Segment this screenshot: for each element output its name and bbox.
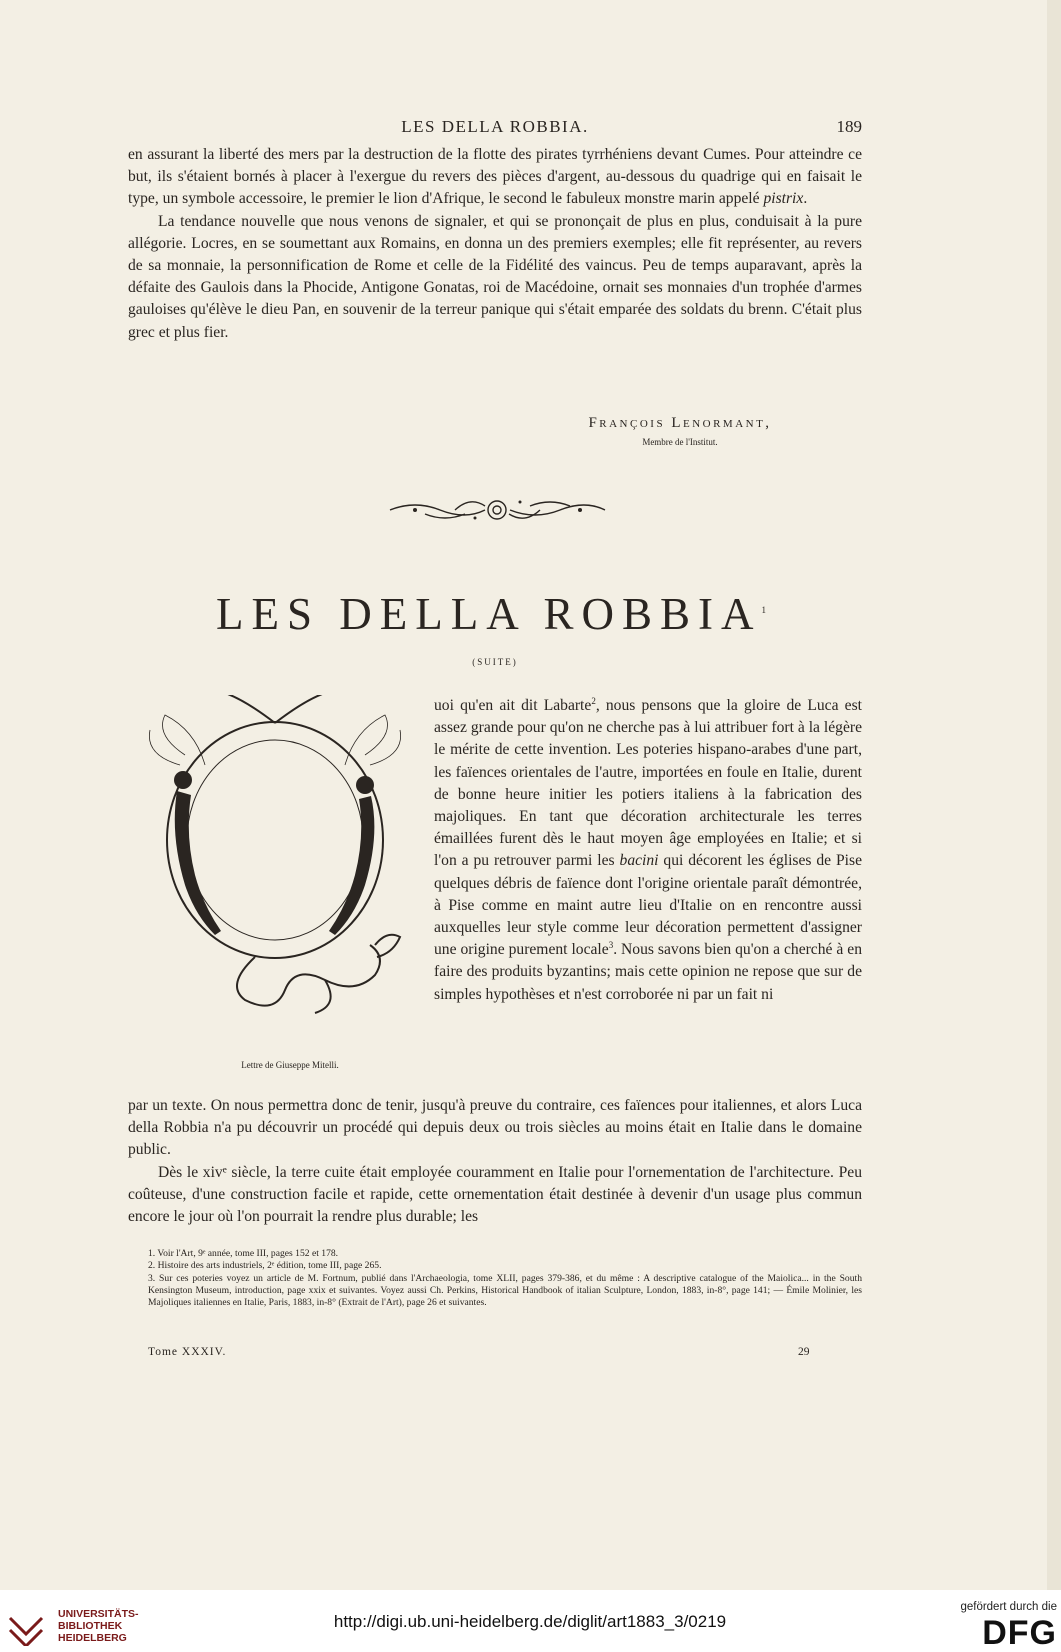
ornament-divider-icon [385,492,610,528]
sheet-number: 29 [798,1346,810,1358]
footnote-ref-2: 2 [591,695,596,706]
paragraph-1-end: . [803,190,808,208]
column-text-a: uoi qu'en ait dit Labarte [434,697,592,714]
illustration-caption: Lettre de Giuseppe Mitelli. [241,1060,339,1070]
column-italic-bacini: bacini [619,852,659,870]
running-head [128,117,862,141]
article-subtitle: (SUITE) [472,657,518,667]
continuation-paragraph: par un texte. On nous permettra donc de tenir, jusqu'à preuve du contraire, ces faïences pour italiennes, et alors Luca della Robbia n'a pu découvrir un procédé qui depuis deux ou trois siècles au moins était en Italie dans le domaine public. [128,1097,862,1159]
author-title: Membre de l'Institut. [642,437,718,447]
column-text-b: , nous pensons que la gloire de Luca est assez grande pour qu'on ne cherche pas à lui attribuer fort à la légère le mérite de cette invention. Les poteries hispano-arabes d'une part, les faïences orientales de l'autre, importées en foule en Italie, durent de bonne heure initier les potiers italiens à la fabrication des majoliques. En tant que décoration architecturale les terres émaillées furent dès le haut moyen âge employées en Italie; et si l'on a pu retrouver parmi les [434,697,862,870]
running-title: LES DELLA ROBBIA. [401,117,589,136]
dfg-logo[interactable]: DFG [982,1614,1057,1652]
page-number: 189 [836,117,862,136]
article-column-text [434,695,862,1006]
column-text-e: . Nous savons bien qu'on a cherché à en faire des produits byzantins; mais cette opinion ne repose que sur de simples hypothèses et n'est corroborée ni par un fait ni [434,941,862,1003]
library-line-1: UNIVERSITÄTS- [58,1608,139,1620]
article-title-text: LES DELLA ROBBIA [215,589,762,639]
paragraph-1-text: en assurant la liberté des mers par la destruction de la flotte des pirates tyrrhéniens devant Cumes. Pour atteindre ce but, ils s'étaient bornés à placer à l'exergue du revers des pièces d'argent, au-dessous du quadrige qui en faisait le type, un symbole accessoire, le premier le lion d'Afrique, le second le fabuleux monstre marin appelé [128,146,862,208]
university-library-name[interactable] [58,1608,139,1644]
library-line-3: HEIDELBERG [58,1632,127,1644]
footnote-2: 2. Histoire des arts industriels, 2ᵉ édition, tome III, page 265. [148,1260,382,1272]
paragraph-2: La tendance nouvelle que nous venons de signaler, et qui se prononçait de plus en plus, conduisait à la pure allégorie. Locres, en se soumettant aux Romains, en donna un des premiers exemples; elle fit représenter, au revers de sa monnaie, la personnification de Rome et celle de la Fidélité des vaincus. Peu de temps auparavant, après la défaite des Gaulois dans la Phocide, Antigone Gonatas, roi de Macédoine, ornait ses monnaies d'un trophée d'armes gauloises qu'élève le dieu Pan, en souvenir de la terreur panique qui s'était emparée des soldats du brenn. C'était plus grec et plus fier. [128,212,862,341]
column-text-d: qui décorent les églises de Pise quelques débris de faïence dont l'origine orientale paraît démontrée, à Pise comme en maint autre lieu d'Italie on en rencontre aussi auxquelles leur style comme leur décoration permettent d'assigner une origine purement locale [434,852,862,959]
footnotes [148,1248,862,1309]
footnote-ref-3: 3 [608,940,614,951]
decorated-initial-q-icon [125,695,425,1045]
last-paragraph: Dès le xivᵉ siècle, la terre cuite était employée couramment en Italie pour l'ornementation de l'architecture. Peu coûteuse, d'une construction facile et rapide, cette ornementation était destinée à devenir d'un usage plus commun encore le jour où l'on pourrait la rendre plus durable; les [128,1163,862,1226]
library-line-2: BIBLIOTHEK [58,1620,123,1632]
page-edge [1047,0,1061,1590]
paragraph-1-italic: pistrix [763,190,804,208]
article-full-width-text [128,1095,862,1228]
footnote-1: 1. Voir l'Art, 9ᵉ année, tome III, pages 152 et 178. [148,1248,339,1259]
article-title [128,588,862,640]
footnote-3: 3. Sur ces poteries voyez un article de M. Fortnum, publié dans l'Archaeologia, tome XLII, pages 379-386, et du même : A descriptive catalogue of the Maiolica... in the South Kensington Museum, introduction, page xxix et suivantes. Voyez aussi Ch. Perkins, Historical Handbook of italian Sculpture, London, 1883, in-8°, page 141; — Émile Molinier, les Majoliques italiennes en Italie, Paris, 1883, in-8° (Extrait de l'Art), page 26 et suivantes. [148,1272,862,1309]
volume-label: Tome XXXIV. [148,1346,227,1358]
author-signature: François Lenormant, [588,415,772,431]
previous-article-text [128,144,862,344]
paragraph-1 [128,144,862,211]
article-title-footnote-ref: 1 [761,605,774,615]
permalink-url[interactable]: http://digi.ub.uni-heidelberg.de/diglit/art1883_3/0219 [333,1612,727,1631]
funding-label: gefördert durch die [960,1601,1057,1613]
university-library-logo-icon[interactable] [6,1608,52,1646]
